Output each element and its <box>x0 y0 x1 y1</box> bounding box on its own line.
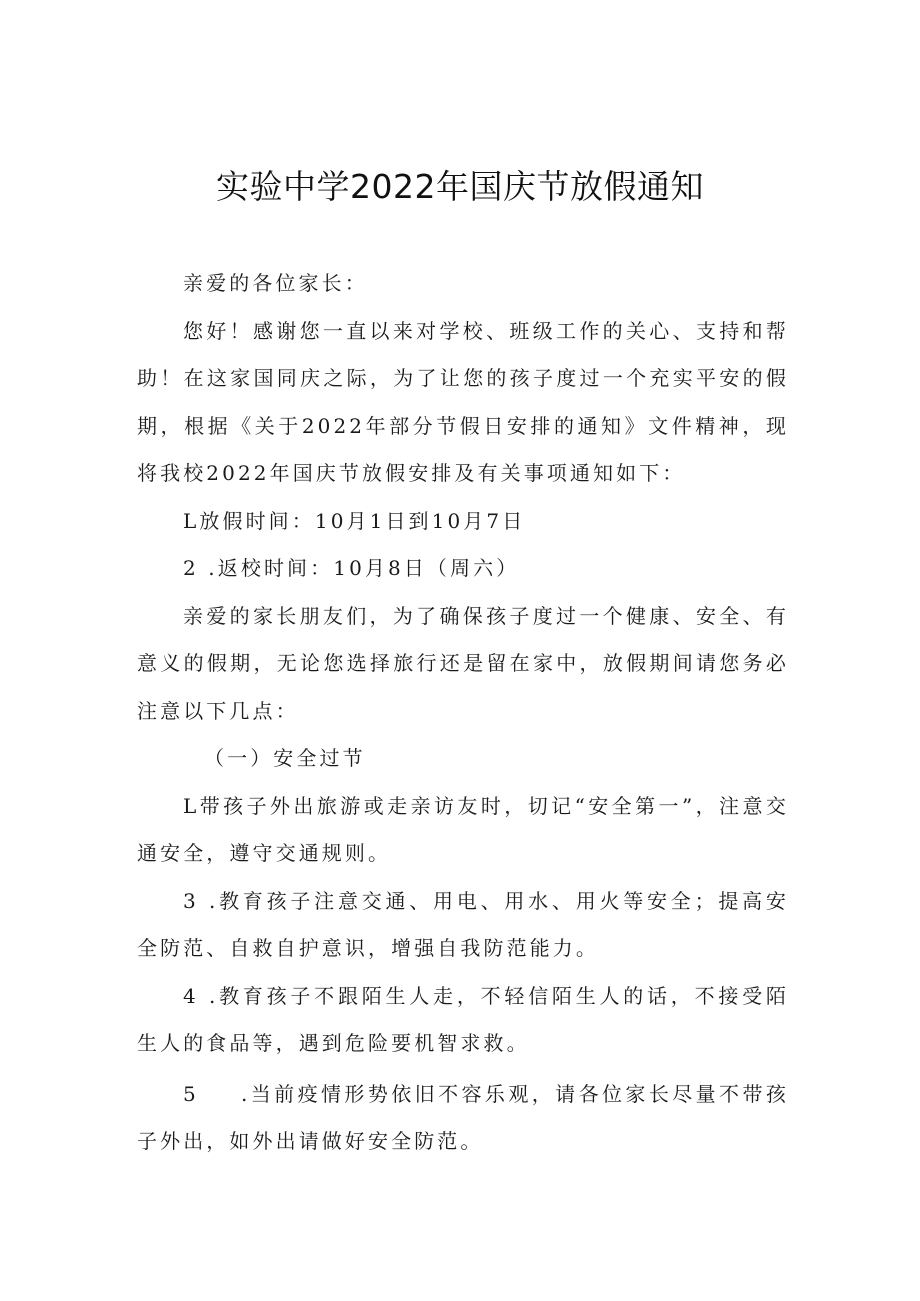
safety-item-1: L带孩子外出旅游或走亲访友时，切记“安全第一”，注意交通安全，遵守交通规则。 <box>137 793 789 865</box>
return-time-item: 2 .返校时间：10月8日（周六） <box>183 556 520 580</box>
reminder-paragraph: 亲爱的家长朋友们，为了确保孩子度过一个健康、安全、有意义的假期，无论您选择旅行还是留在家中，放假期间请您务必注意以下几点： <box>137 603 789 723</box>
safety-item-5 <box>137 1071 789 1166</box>
document-title: 实验中学2022年国庆节放假通知 <box>216 167 704 206</box>
safety-item-5-text: .当前疫情形势依旧不容乐观，请各位家长尽量不带孩子外出，如外出请做好安全防范。 <box>137 1081 789 1153</box>
document-body <box>137 260 789 1166</box>
intro-paragraph: 您好！感谢您一直以来对学校、班级工作的关心、支持和帮助！在这家国同庆之际，为了让您的孩子度过一个充实平安的假期，根据《关于2022年部分节假日安排的通知》文件精神，现将我校2022年国庆节放假安排及有关事项通知如下： <box>137 318 789 485</box>
section-heading-safety: （一）安全过节 <box>204 746 366 770</box>
safety-item-5-number: 5 <box>183 1081 199 1106</box>
holiday-time-item: L放假时间：10月1日到10月7日 <box>183 508 526 533</box>
greeting-paragraph: 亲爱的各位家长： <box>183 271 368 295</box>
safety-item-4: 4 .教育孩子不跟陌生人走，不轻信陌生人的话，不接受陌生人的食品等，遇到危险要机智求救。 <box>137 983 789 1055</box>
safety-item-3: 3 .教育孩子注意交通、用电、用水、用火等安全；提高安全防范、自救自护意识，增强自我防范能力。 <box>137 888 789 960</box>
